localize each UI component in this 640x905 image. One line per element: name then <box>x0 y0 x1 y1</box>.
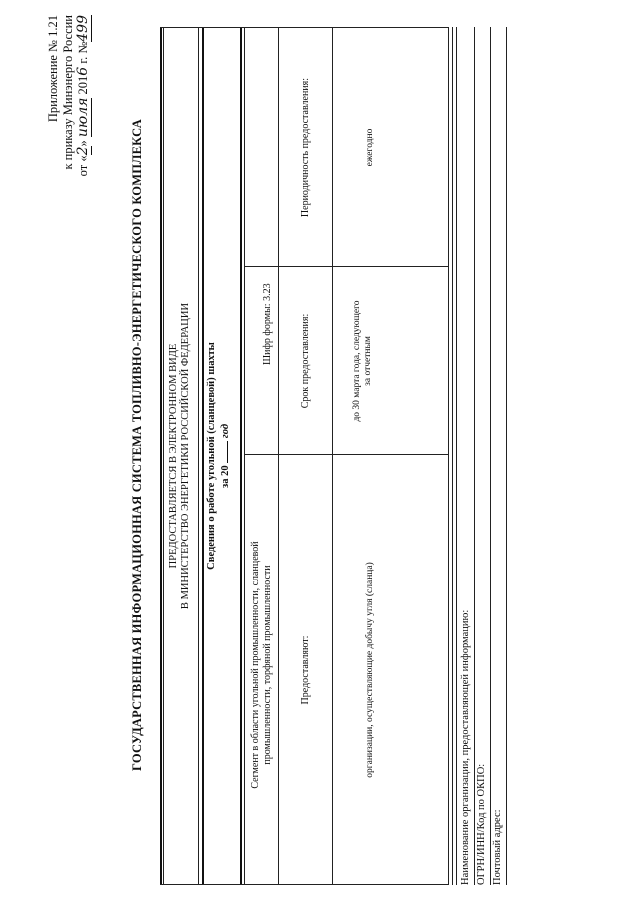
info-title: Сведения о работе угольной (сланцевой) шахты <box>206 342 217 570</box>
segment-text: Сегмент в области угольной промышленности, сланцевой промышленности, торфяной промышленности <box>250 541 273 789</box>
box-top-inner-border <box>163 27 164 885</box>
divider-after-notice <box>198 27 199 885</box>
table-left-border <box>244 884 449 885</box>
footer-line-3 <box>506 27 507 885</box>
org-name-label: Наименование организации, предоставляющей информацию: <box>460 609 471 885</box>
table-bottom-border <box>448 27 449 885</box>
box-top-border <box>160 27 162 885</box>
table-col-divider-2 <box>244 266 449 267</box>
footer-line-1 <box>474 27 475 885</box>
footer-top-line-inner <box>456 27 457 885</box>
system-title: ГОСУДАРСТВЕННАЯ ИНФОРМАЦИОННАЯ СИСТЕМА ТОПЛИВНО-ЭНЕРГЕТИЧЕСКОГО КОМПЛЕКСА <box>130 119 144 771</box>
appendix-number: Приложение № 1.21 <box>46 15 60 123</box>
form-cipher: Шифр формы: 3.23 <box>262 283 273 365</box>
handwritten-year-digit: 6 <box>75 66 91 76</box>
divider-after-info <box>240 27 242 885</box>
address-label: Почтовый адрес: <box>492 809 503 885</box>
form-box <box>160 27 449 885</box>
footer-top-line <box>452 27 453 885</box>
submission-notice: ПРЕДОСТАВЛЯЕТСЯ В ЭЛЕКТРОННОМ ВИДЕ В МИНИСТЕРСТВО ЭНЕРГЕТИКИ РОССИЙСКОЙ ФЕДЕРАЦИИ <box>168 302 191 610</box>
handwritten-month: июля <box>75 97 91 138</box>
appendix-header <box>46 15 91 215</box>
header-deadline: Срок предоставления: <box>300 313 311 409</box>
header-periodicity: Периодичность предоставления: <box>300 77 311 218</box>
footer-line-2 <box>490 27 491 885</box>
divider-table-top <box>278 27 279 885</box>
divider-after-info-inner <box>244 27 245 885</box>
value-providers: организации, осуществляющие добычу угля (сланца) <box>365 562 375 778</box>
value-deadline: до 30 марта года, следующего за отчетным <box>352 300 373 422</box>
divider-table-header <box>332 27 333 885</box>
appendix-order-ref: к приказу Минэнерго России <box>61 15 75 170</box>
year-blank <box>218 441 228 463</box>
divider-before-info <box>202 27 204 885</box>
handwritten-order-number: 499 <box>75 15 91 42</box>
handwritten-day: 2 <box>75 146 91 156</box>
header-providers: Предоставляют: <box>300 635 311 705</box>
info-title-block <box>206 27 232 885</box>
appendix-order-date: от «2» июля 2016 г. №499 <box>75 15 91 177</box>
ogrn-label: ОГРН/ИНН/Код по ОКПО: <box>476 763 487 885</box>
table-col-divider-1 <box>244 454 449 455</box>
info-year: за 20 год <box>220 423 231 489</box>
box-left-border <box>160 884 244 885</box>
value-periodicity: ежегодно <box>365 128 375 167</box>
